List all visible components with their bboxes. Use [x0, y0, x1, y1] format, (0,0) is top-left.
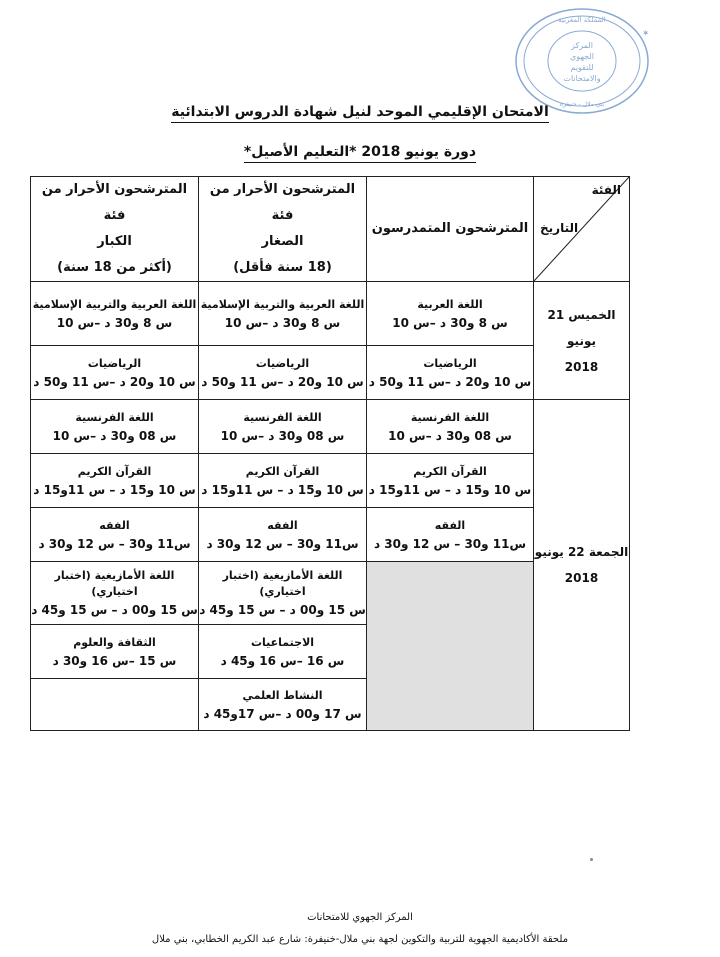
- document-subtitle: دورة يونيو 2018 *التعليم الأصيل*: [0, 144, 720, 160]
- empty-cell: [31, 679, 199, 731]
- schedule-cell: القرآن الكريم س 10 و15 د – س 11و15 د: [31, 454, 199, 508]
- svg-text:للتقويم: للتقويم: [570, 63, 594, 72]
- date-label: التاريخ: [540, 221, 579, 235]
- schedule-cell: الفقه س11 و30 – س 12 و30 د: [199, 508, 367, 562]
- category-label: الفئة: [591, 183, 621, 197]
- schedule-cell: اللغة الفرنسية س 08 و30 د –س 10: [31, 400, 199, 454]
- document-title: الامتحان الإقليمي الموحد لنيل شهادة الدروس الابتدائية: [0, 104, 720, 120]
- exam-schedule-table: [30, 176, 630, 731]
- schedule-cell: القرآن الكريم س 10 و15 د – س 11و15 د: [367, 454, 534, 508]
- schedule-cell: اللغة العربية والتربية الإسلامية س 8 و30 د –س 10: [199, 282, 367, 346]
- footer-address: ملحقة الأكاديمية الجهوية للتربية والتكوين لجهة بني ملال-خنيفرة: شارع عبد الكريم الخطابي، بني ملال: [151, 934, 569, 945]
- table-row: [31, 400, 630, 454]
- schedule-cell: الفقه س11 و30 – س 12 و30 د: [367, 508, 534, 562]
- scan-speck: [590, 858, 593, 861]
- svg-text:المركز: المركز: [571, 41, 593, 50]
- table-row: [31, 282, 630, 346]
- schedule-cell: اللغة الفرنسية س 08 و30 د –س 10: [199, 400, 367, 454]
- column-header-free-adult: المترشحون الأحرار من فئة الكبار (أكثر من 18 سنة): [31, 177, 199, 282]
- schedule-cell: اللغة الفرنسية س 08 و30 د –س 10: [367, 400, 534, 454]
- svg-text:الجهوي: الجهوي: [570, 52, 594, 61]
- svg-text:✶: ✶: [642, 29, 650, 39]
- schedule-cell: النشاط العلمي س 17 و00 د –س 17و45 د: [199, 679, 367, 731]
- date-cell-day1: الخميس 21 يونيو 2018: [534, 282, 630, 400]
- svg-text:والامتحانات: والامتحانات: [563, 74, 601, 83]
- date-cell-day2: الجمعة 22 يونيو 2018: [534, 400, 630, 731]
- schedule-cell: الرياضيات س 10 و20 د –س 11 و50 د: [199, 346, 367, 400]
- schedule-cell: الرياضيات س 10 و20 د –س 11 و50 د: [367, 346, 534, 400]
- schedule-cell: اللغة الأمازيغية (اختبار اختياري) س 15 و00 د – س 15 و45 د: [31, 562, 199, 625]
- official-stamp: [512, 6, 652, 116]
- schedule-cell: اللغة العربية س 8 و30 د –س 10: [367, 282, 534, 346]
- schedule-cell: اللغة الأمازيغية (اختبار اختياري) س 15 و00 د – س 15 و45 د: [199, 562, 367, 625]
- footer-center-name: المركز الجهوي للامتحانات: [307, 912, 413, 923]
- table-header-row: [31, 177, 630, 282]
- svg-text:بني ملال - خنيفرة: بني ملال - خنيفرة: [559, 101, 605, 108]
- corner-cell: [534, 177, 630, 282]
- svg-text:المملكة المغربية: المملكة المغربية: [558, 16, 606, 24]
- schedule-cell: الرياضيات س 10 و20 د –س 11 و50 د: [31, 346, 199, 400]
- schedule-cell: الفقه س11 و30 – س 12 و30 د: [31, 508, 199, 562]
- empty-cell: [367, 562, 534, 731]
- column-header-enrolled: المترشحون المتمدرسون: [367, 177, 534, 282]
- schedule-cell: الثقافة والعلوم س 15 –س 16 و30 د: [31, 625, 199, 679]
- schedule-cell: اللغة العربية والتربية الإسلامية س 8 و30 د –س 10: [31, 282, 199, 346]
- schedule-cell: القرآن الكريم س 10 و15 د – س 11و15 د: [199, 454, 367, 508]
- schedule-cell: الاجتماعيات س 16 –س 16 و45 د: [199, 625, 367, 679]
- column-header-free-young: المترشحون الأحرار من فئة الصغار (18 سنة فأقل): [199, 177, 367, 282]
